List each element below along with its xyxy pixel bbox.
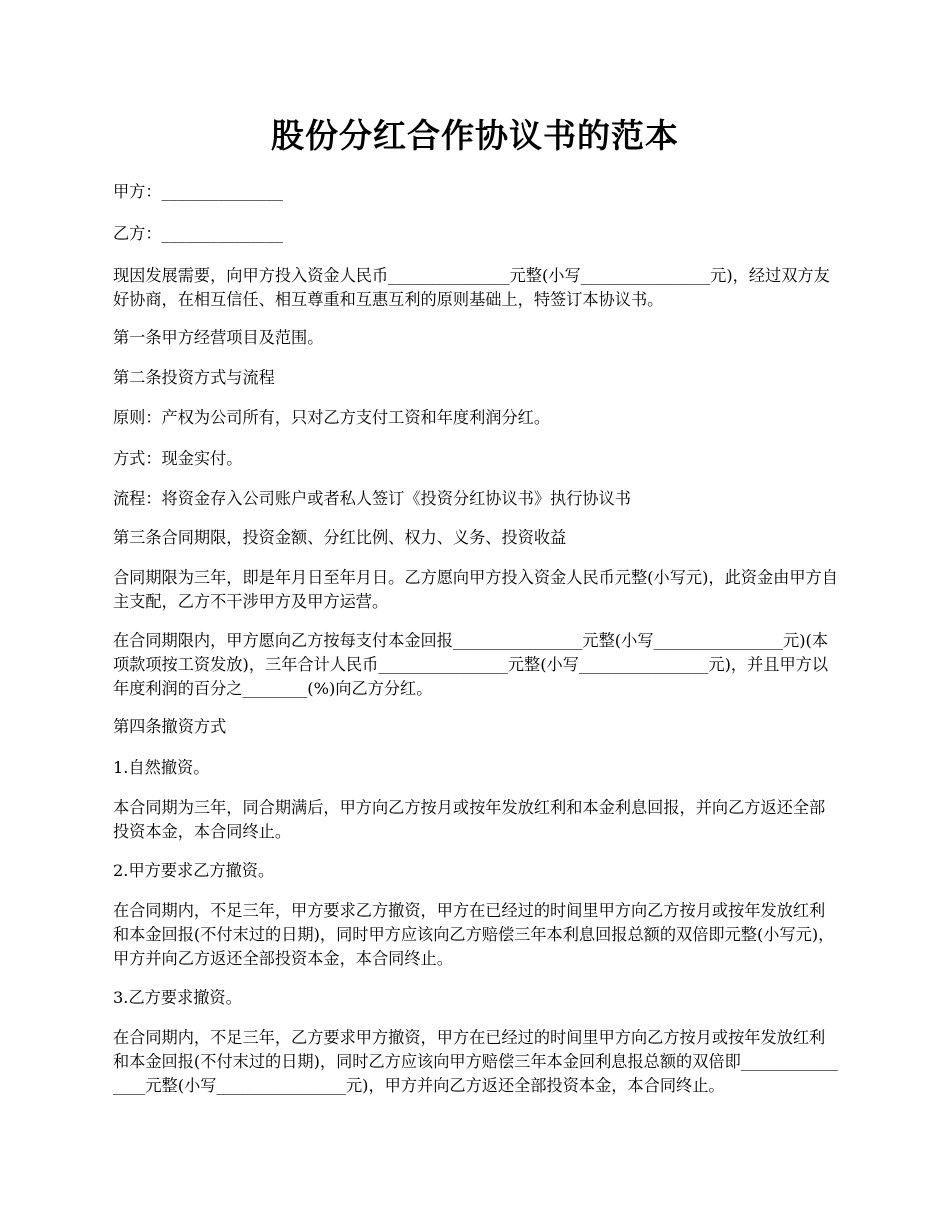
preamble-paragraph: 现因发展需要，向甲方投入资金人民币_______________元整(小写________________元)，经过双方友好协商，在相互信任、相互尊重和互惠互利的原则基础上，特签订本协议书。: [113, 266, 830, 309]
party-a-line: 甲方：_______________: [113, 182, 283, 201]
article-2-heading: 第二条投资方式与流程: [113, 368, 275, 387]
withdrawal-item-3-paragraph: 在合同期内，不足三年，乙方要求甲方撤资，甲方在已经过的时间里甲方向乙方按月或按年发放红利和本金回报(不付末过的日期)，同时乙方应该向甲方赔偿三年本金回利息报总额的双倍即________________元整(小写________________元)，甲方并向乙方返还全部投资本金，本合同终止。: [113, 1028, 838, 1095]
withdrawal-item-3: 3.乙方要求撤资。: [113, 988, 242, 1007]
method-paragraph: 方式：现金实付。: [113, 449, 243, 468]
party-b-line: 乙方：_______________: [113, 224, 283, 243]
withdrawal-item-1: 1.自然撤资。: [113, 758, 210, 777]
document-title: 股份分红合作协议书的范本: [271, 116, 679, 155]
contract-term-paragraph: 合同期限为三年，即是年月日至年月日。乙方愿向甲方投入资金人民币元整(小写元)，此资金由甲方自主支配，乙方不干涉甲方及甲方运营。: [113, 568, 838, 611]
process-paragraph: 流程：将资金存入公司账户或者私人签订《投资分红协议书》执行协议书: [113, 489, 631, 508]
principle-paragraph: 原则：产权为公司所有，只对乙方支付工资和年度利润分红。: [113, 408, 551, 427]
withdrawal-item-2: 2.甲方要求乙方撤资。: [113, 861, 275, 880]
article-1-heading: 第一条甲方经营项目及范围。: [113, 328, 324, 347]
article-4-heading: 第四条撤资方式: [113, 717, 227, 736]
return-paragraph: 在合同期限内，甲方愿向乙方按每支付本金回报________________元整(小写________________元)(本项款项按工资发放)，三年合计人民币________________元整(小写________________元)，并且甲方以年度利润的百分之________(%)向乙方分红。: [113, 631, 829, 698]
withdrawal-item-2-paragraph: 在合同期内，不足三年，甲方要求乙方撤资，甲方在已经过的时间里甲方向乙方按月或按年发放红利和本金回报(不付末过的日期)，同时甲方应该向乙方赔偿三年本利息回报总额的双倍即元整(小写元)，甲方并向乙方返还全部投资本金，本合同终止。: [113, 901, 835, 968]
withdrawal-item-1-paragraph: 本合同期为三年，同合期满后，甲方向乙方按月或按年发放红利和本金利息回报，并向乙方返还全部投资本金，本合同终止。: [113, 798, 826, 841]
article-3-heading: 第三条合同期限，投资金额、分红比例、权力、义务、投资收益: [113, 528, 567, 547]
